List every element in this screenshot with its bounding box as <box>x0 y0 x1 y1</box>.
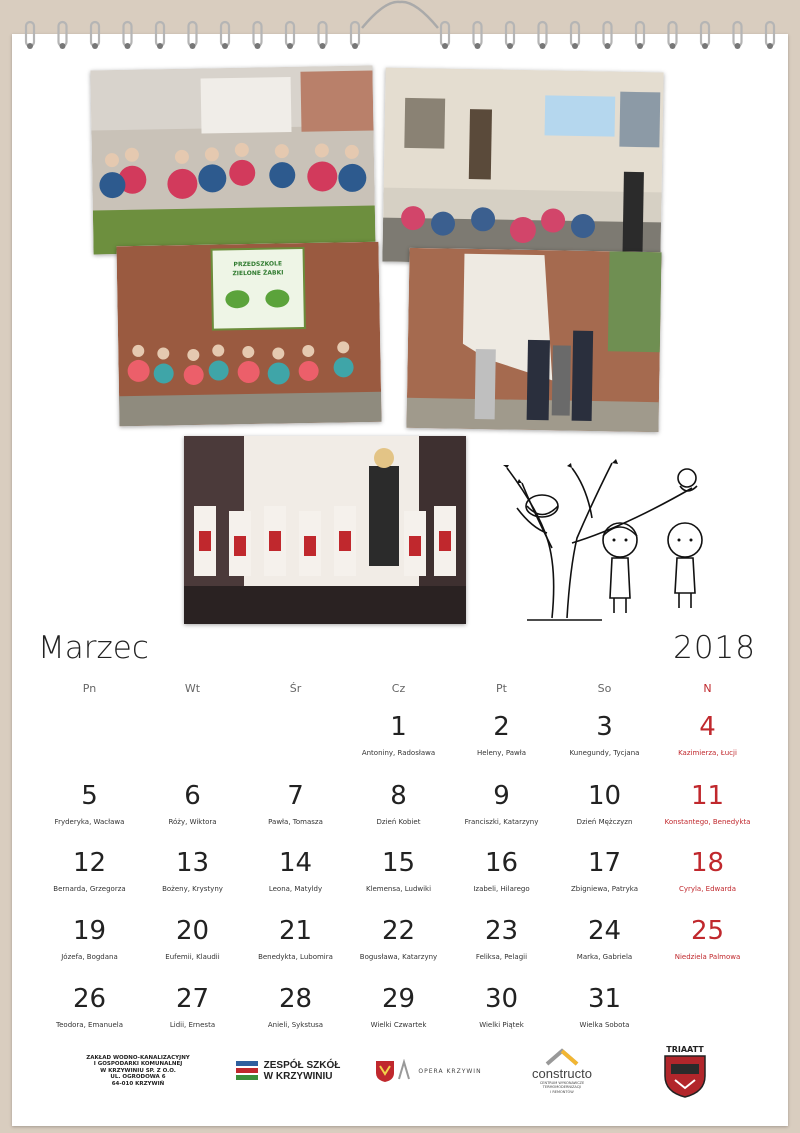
day-cell <box>141 781 244 826</box>
day-number: 23 <box>484 916 519 946</box>
books-icon <box>234 1058 260 1084</box>
day-number: 27 <box>175 984 210 1014</box>
day-cell <box>656 712 759 757</box>
day-number: 19 <box>72 916 107 946</box>
binding-ring <box>124 22 132 49</box>
day-cell <box>244 984 347 1029</box>
day-cell <box>450 916 553 961</box>
name-day-text: Wielki Czwartek <box>370 1021 427 1029</box>
binding-ring <box>734 22 742 49</box>
coat-of-arms-icon <box>374 1059 396 1083</box>
day-cell <box>347 712 450 757</box>
day-cell <box>141 984 244 1029</box>
name-day-text: Kunegundy, Tycjana <box>569 749 640 757</box>
day-number: 26 <box>72 984 107 1014</box>
water-company-line: I GOSPODARKI KOMUNALNEJ <box>93 1061 183 1068</box>
constructo-sub-line: I REMONTÓW <box>550 1089 574 1094</box>
binding-ring <box>254 22 262 49</box>
day-cell <box>38 848 141 893</box>
water-company-logo <box>78 1042 198 1100</box>
day-number: 17 <box>587 848 622 878</box>
binding-ring <box>59 22 67 49</box>
day-cell <box>38 916 141 961</box>
day-number: 8 <box>390 781 407 811</box>
day-number: 22 <box>381 916 416 946</box>
name-day-text: Wielki Piątek <box>479 1021 524 1029</box>
binding-ring <box>766 22 774 49</box>
binding-ring <box>701 22 709 49</box>
name-day-text: Leona, Matyldy <box>268 885 323 893</box>
binding-ring <box>221 22 229 49</box>
binding-ring <box>539 22 547 49</box>
day-number: 6 <box>184 781 201 811</box>
day-number: 3 <box>596 712 613 742</box>
name-day-text: Bernarda, Grzegorza <box>53 885 126 893</box>
day-number: 24 <box>587 916 622 946</box>
photo-kindergarten-sign <box>116 242 381 427</box>
day-number: 14 <box>278 848 313 878</box>
day-cell <box>244 848 347 893</box>
name-day-text: Antoniny, Radosława <box>361 749 436 757</box>
binding-ring <box>26 22 34 49</box>
name-day-text: Teodora, Emanuela <box>56 1021 123 1029</box>
name-day-text: Róży, Wiktora <box>168 818 217 826</box>
opera-logo <box>368 1042 488 1100</box>
binding-ring <box>506 22 514 49</box>
name-day-text: Konstantego, Benedykta <box>664 818 751 826</box>
name-day-text: Niedziela Palmowa <box>674 953 741 961</box>
year-title: 2018 <box>673 630 756 666</box>
day-number: 25 <box>690 916 725 946</box>
school-complex-logo <box>232 1042 342 1100</box>
constructo-logo <box>512 1042 612 1100</box>
day-cell <box>347 984 450 1029</box>
day-number: 16 <box>484 848 519 878</box>
day-cell <box>450 848 553 893</box>
name-day-text: Dzień Kobiet <box>376 818 421 826</box>
day-cell <box>553 712 656 757</box>
water-company-line: ZAKŁAD WODNO-KANALIZACYJNY <box>86 1054 190 1061</box>
day-cell <box>347 781 450 826</box>
day-cell <box>553 848 656 893</box>
binding-ring <box>286 22 294 49</box>
roof-icon <box>545 1048 579 1066</box>
day-cell <box>244 781 347 826</box>
weekday-label: Cz <box>391 682 406 695</box>
photo-children-outdoor <box>90 66 375 255</box>
day-cell <box>450 781 553 826</box>
day-number: 30 <box>484 984 519 1014</box>
school-name-line2: W KRZYWINIU <box>263 1071 333 1082</box>
name-day-text: Cyryla, Edwarda <box>678 885 737 893</box>
day-number: 2 <box>493 712 510 742</box>
name-day-text: Fryderyka, Wacława <box>54 818 125 826</box>
binding-ring <box>319 22 327 49</box>
weekday-label: So <box>597 682 612 695</box>
photo-stage-performance <box>184 436 466 624</box>
day-cell <box>656 916 759 961</box>
binding-ring <box>571 22 579 49</box>
binding-ring <box>636 22 644 49</box>
day-number: 21 <box>278 916 313 946</box>
day-cell <box>450 984 553 1029</box>
day-cell <box>347 916 450 961</box>
name-day-text: Benedykta, Lubomira <box>258 953 333 961</box>
name-day-text: Anieli, Sykstusa <box>267 1021 324 1029</box>
name-day-text: Józefa, Bogdana <box>61 953 118 961</box>
name-day-text: Klemensa, Ludwiki <box>365 885 432 893</box>
tree-children-illustration <box>492 448 714 624</box>
crest-icon <box>661 1054 709 1098</box>
name-day-text: Marka, Gabriela <box>576 953 633 961</box>
name-day-text: Lidii, Ernesta <box>169 1021 216 1029</box>
weekday-label: Pn <box>82 682 97 695</box>
triaatt-title: TRIAATT <box>666 1044 704 1054</box>
binding-ring <box>189 22 197 49</box>
day-number: 12 <box>72 848 107 878</box>
triaatt-logo <box>655 1042 715 1100</box>
name-day-text: Eufemii, Klaudii <box>165 953 220 961</box>
day-number: 28 <box>278 984 313 1014</box>
binding-ring <box>669 22 677 49</box>
day-number: 5 <box>81 781 98 811</box>
name-day-text: Bogusława, Katarzyny <box>359 953 438 961</box>
day-number: 4 <box>699 712 716 742</box>
day-number: 15 <box>381 848 416 878</box>
photo-school-building <box>382 68 663 267</box>
binding-ring <box>351 22 359 49</box>
day-number: 29 <box>381 984 416 1014</box>
weekday-label: Pt <box>496 682 507 695</box>
day-cell <box>244 916 347 961</box>
day-number: 13 <box>175 848 210 878</box>
day-number: 7 <box>287 781 304 811</box>
water-company-line: 64-010 KRZYWIŃ <box>111 1080 165 1087</box>
weekday-label: N <box>703 682 712 695</box>
sign-text-line1: PRZEDSZKOLE <box>233 260 283 269</box>
day-cell <box>38 984 141 1029</box>
opera-mark-icon <box>396 1059 412 1083</box>
opera-text: OPERA KRZYWIN <box>418 1067 482 1075</box>
constructo-brand: constructo <box>532 1065 592 1081</box>
weekday-label: Wt <box>184 682 201 695</box>
name-day-text: Feliksa, Pelagii <box>475 953 528 961</box>
day-cell <box>656 848 759 893</box>
name-day-text: Heleny, Pawła <box>476 749 527 757</box>
name-day-text: Franciszki, Katarzyny <box>464 818 539 826</box>
water-company-line: UL. OGRODOWA 6 <box>110 1074 166 1081</box>
day-number: 1 <box>390 712 407 742</box>
sign-text-line2: ZIELONE ŻABKI <box>232 269 284 278</box>
day-number: 10 <box>587 781 622 811</box>
school-name-line1: ZESPÓŁ SZKÓŁ <box>263 1060 341 1071</box>
constructo-sub-line: TERMOMODERNIZACJI <box>542 1085 582 1090</box>
day-cell <box>553 984 656 1029</box>
name-day-text: Bożeny, Krystyny <box>162 885 223 893</box>
spiral-binding <box>0 20 800 56</box>
water-company-line: W KRZYWINIU SP. Z O.O. <box>100 1067 176 1074</box>
day-cell <box>141 848 244 893</box>
name-day-text: Zbigniewa, Patryka <box>571 885 638 893</box>
binding-ring <box>156 22 164 49</box>
day-cell <box>656 781 759 826</box>
name-day-text: Pawła, Tomasza <box>268 818 323 826</box>
day-cell <box>553 916 656 961</box>
day-number: 9 <box>493 781 510 811</box>
binding-ring <box>474 22 482 49</box>
day-cell <box>450 712 553 757</box>
day-number: 11 <box>690 781 725 811</box>
name-day-text: Izabeli, Hilarego <box>473 885 530 893</box>
day-cell <box>347 848 450 893</box>
binding-ring <box>441 22 449 49</box>
day-cell <box>38 781 141 826</box>
day-number: 20 <box>175 916 210 946</box>
photo-plaque-unveiling <box>406 248 661 432</box>
day-cell <box>141 916 244 961</box>
constructo-sub-line: CENTRUM WYKONAWCZE <box>539 1080 585 1085</box>
name-day-text: Kazimierza, Łucji <box>678 749 737 757</box>
binding-ring <box>604 22 612 49</box>
weekday-label: Śr <box>289 682 302 695</box>
day-cell <box>553 781 656 826</box>
binding-ring <box>91 22 99 49</box>
day-number: 31 <box>587 984 622 1014</box>
month-title: Marzec <box>38 630 149 666</box>
name-day-text: Wielka Sobota <box>579 1021 630 1029</box>
name-day-text: Dzień Mężczyzn <box>576 818 633 826</box>
day-number: 18 <box>690 848 725 878</box>
